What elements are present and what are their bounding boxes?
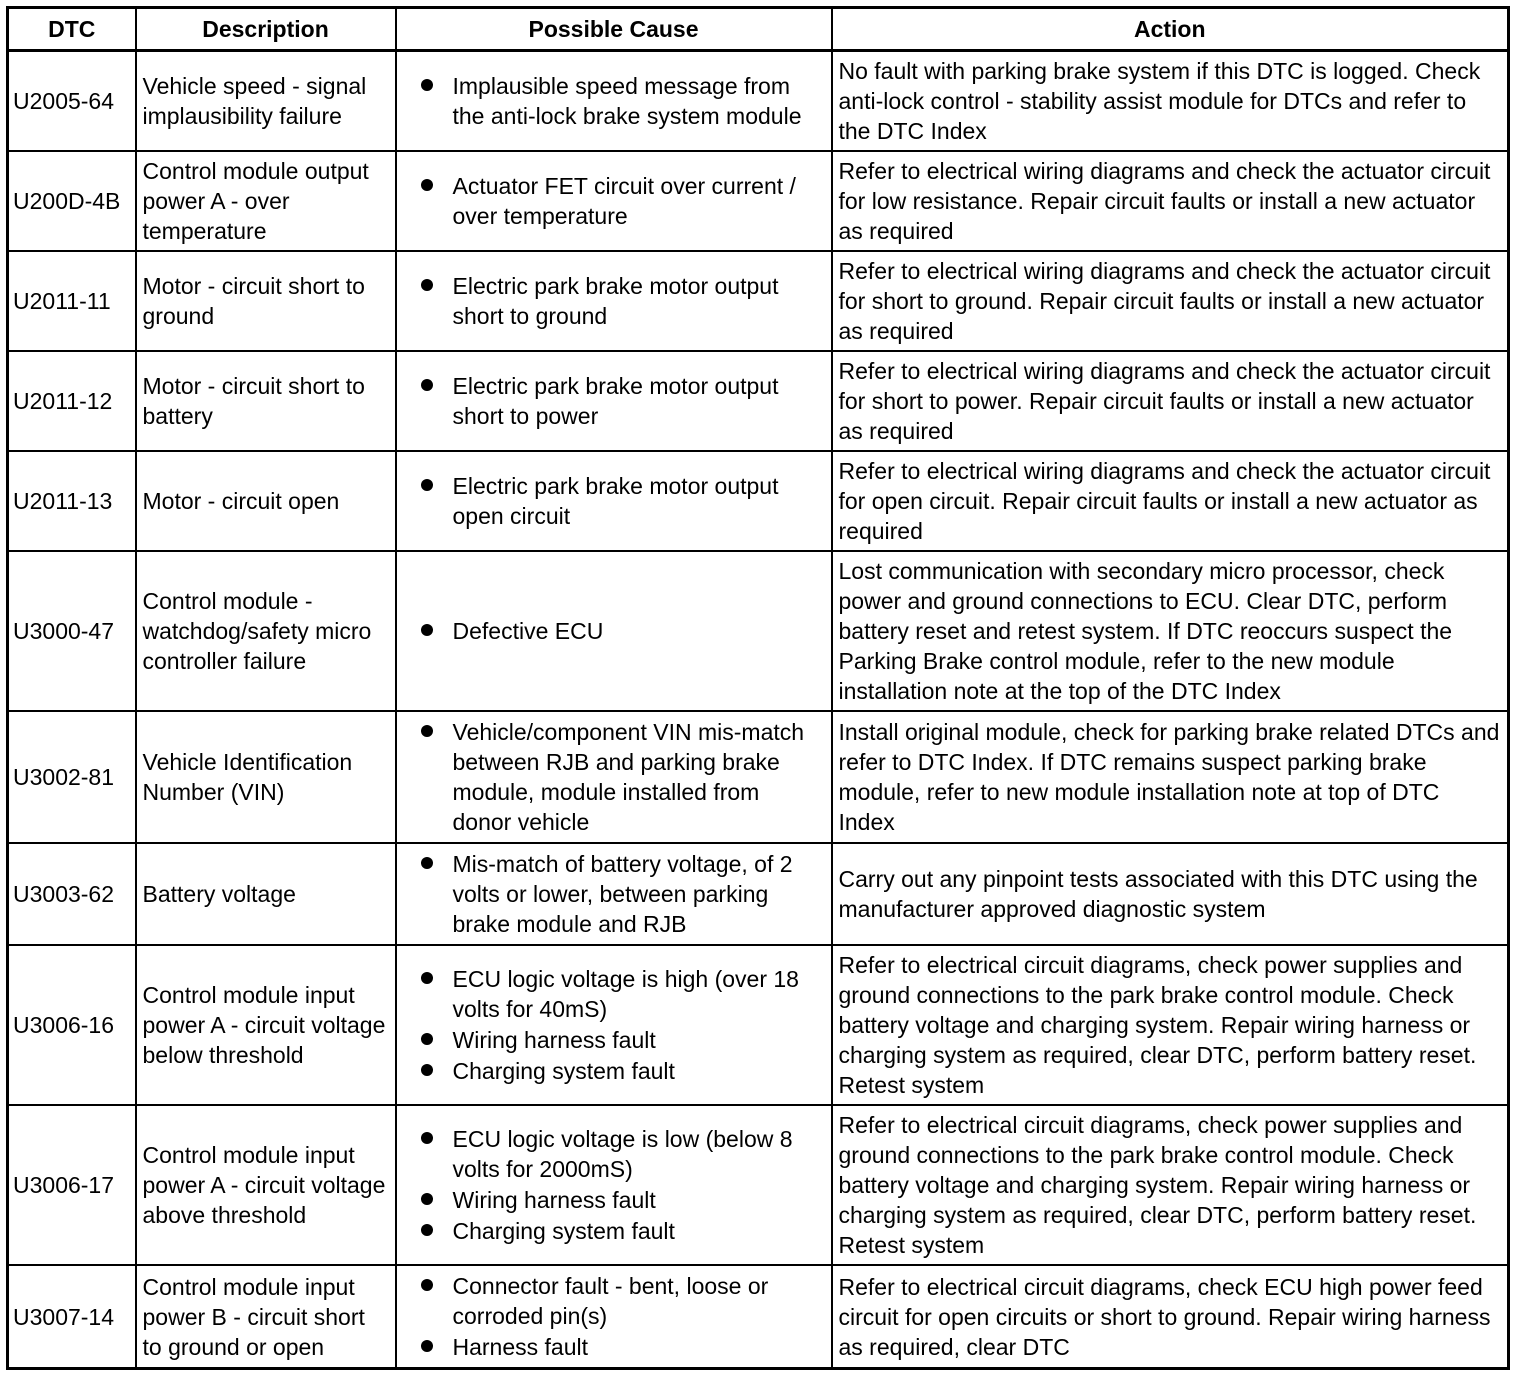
cause-list-item xyxy=(403,1185,825,1215)
description-cell: Control module input power B - circuit short to ground or open xyxy=(136,1265,396,1369)
bullet-icon xyxy=(421,1340,433,1352)
description-cell: Vehicle Identification Number (VIN) xyxy=(136,711,396,843)
table-row xyxy=(8,251,1509,351)
dtc-code-cell: U2005-64 xyxy=(8,51,136,152)
cause-text: Implausible speed message from the anti-lock brake system module xyxy=(452,73,802,129)
dtc-code-cell: U3002-81 xyxy=(8,711,136,843)
cause-list xyxy=(403,616,825,646)
header-description: Description xyxy=(136,8,396,51)
cause-list-item xyxy=(403,471,825,531)
possible-cause-cell xyxy=(396,251,832,351)
description-cell: Motor - circuit short to battery xyxy=(136,351,396,451)
cause-text: Harness fault xyxy=(452,1334,589,1360)
cause-text: Wiring harness fault xyxy=(452,1187,656,1213)
table-row xyxy=(8,451,1509,551)
table-row xyxy=(8,51,1509,152)
cause-text: Charging system fault xyxy=(452,1058,675,1084)
cause-text: Electric park brake motor output short to ground xyxy=(452,273,779,329)
action-cell: Install original module, check for parking brake related DTCs and refer to DTC Index. If DTC remains suspect parking brake module, refer to new module installation note at top of DTC Index xyxy=(832,711,1509,843)
action-cell: Refer to electrical wiring diagrams and check the actuator circuit for short to ground. Repair circuit faults or install a new actuator as required xyxy=(832,251,1509,351)
action-cell: No fault with parking brake system if this DTC is logged. Check anti-lock control - stability assist module for DTCs and refer to the DTC Index xyxy=(832,51,1509,152)
dtc-code-cell: U3003-62 xyxy=(8,843,136,945)
action-cell: Refer to electrical circuit diagrams, check power supplies and ground connections to the park brake control module. Check battery voltage and charging system. Repair wiring harness or charging system as required, clear DTC, perform battery reset. Retest system xyxy=(832,1105,1509,1265)
possible-cause-cell xyxy=(396,843,832,945)
description-cell: Motor - circuit open xyxy=(136,451,396,551)
bullet-icon xyxy=(421,1033,433,1045)
description-cell: Control module input power A - circuit voltage below threshold xyxy=(136,945,396,1105)
bullet-icon xyxy=(421,79,433,91)
bullet-icon xyxy=(421,1224,433,1236)
cause-list xyxy=(403,471,825,531)
cause-list-item xyxy=(403,71,825,131)
possible-cause-cell xyxy=(396,351,832,451)
possible-cause-cell xyxy=(396,1105,832,1265)
dtc-code-cell: U3006-17 xyxy=(8,1105,136,1265)
action-cell: Carry out any pinpoint tests associated with this DTC using the manufacturer approved diagnostic system xyxy=(832,843,1509,945)
header-possible-cause: Possible Cause xyxy=(396,8,832,51)
cause-text: Wiring harness fault xyxy=(452,1027,656,1053)
cause-list-item xyxy=(403,616,825,646)
description-cell: Control module input power A - circuit voltage above threshold xyxy=(136,1105,396,1265)
cause-text: Connector fault - bent, loose or corroded pin(s) xyxy=(452,1273,769,1329)
cause-text: Defective ECU xyxy=(452,618,604,644)
table-row xyxy=(8,945,1509,1105)
bullet-icon xyxy=(421,179,433,191)
table-body xyxy=(8,51,1509,1369)
cause-text: Charging system fault xyxy=(452,1218,675,1244)
cause-list xyxy=(403,371,825,431)
bullet-icon xyxy=(421,479,433,491)
cause-list xyxy=(403,964,825,1086)
action-cell: Refer to electrical wiring diagrams and check the actuator circuit for low resistance. Repair circuit faults or install a new actuator as required xyxy=(832,151,1509,251)
table-row xyxy=(8,151,1509,251)
cause-text: ECU logic voltage is high (over 18 volts for 40mS) xyxy=(452,966,799,1022)
bullet-icon xyxy=(421,624,433,636)
cause-list-item xyxy=(403,1216,825,1246)
cause-list xyxy=(403,717,825,837)
bullet-icon xyxy=(421,279,433,291)
cause-list-item xyxy=(403,849,825,939)
cause-list-item xyxy=(403,1056,825,1086)
dtc-code-cell: U2011-13 xyxy=(8,451,136,551)
possible-cause-cell xyxy=(396,451,832,551)
cause-list xyxy=(403,271,825,331)
cause-list-item xyxy=(403,171,825,231)
cause-list xyxy=(403,1271,825,1362)
possible-cause-cell xyxy=(396,945,832,1105)
cause-list-item xyxy=(403,1025,825,1055)
dtc-table xyxy=(6,6,1510,1370)
cause-list-item xyxy=(403,1332,825,1362)
cause-list xyxy=(403,849,825,939)
table-row xyxy=(8,1105,1509,1265)
header-dtc: DTC xyxy=(8,8,136,51)
cause-list-item xyxy=(403,1271,825,1331)
description-cell: Control module output power A - over temperature xyxy=(136,151,396,251)
possible-cause-cell xyxy=(396,51,832,152)
cause-list-item xyxy=(403,964,825,1024)
table-row xyxy=(8,711,1509,843)
dtc-code-cell: U2011-11 xyxy=(8,251,136,351)
cause-list xyxy=(403,171,825,231)
table-row xyxy=(8,843,1509,945)
cause-text: ECU logic voltage is low (below 8 volts for 2000mS) xyxy=(452,1126,793,1182)
action-cell: Refer to electrical wiring diagrams and check the actuator circuit for short to power. Repair circuit faults or install a new actuator as required xyxy=(832,351,1509,451)
dtc-code-cell: U3000-47 xyxy=(8,551,136,711)
bullet-icon xyxy=(421,1132,433,1144)
possible-cause-cell xyxy=(396,1265,832,1369)
possible-cause-cell xyxy=(396,151,832,251)
action-cell: Lost communication with secondary micro processor, check power and ground connections to ECU. Clear DTC, perform battery reset and retest system. If DTC reoccurs suspect the Parking Brake control module, refer to the new module installation note at the top of the DTC Index xyxy=(832,551,1509,711)
table-row xyxy=(8,551,1509,711)
possible-cause-cell xyxy=(396,711,832,843)
table-row xyxy=(8,1265,1509,1369)
cause-text: Actuator FET circuit over current / over temperature xyxy=(452,173,796,229)
bullet-icon xyxy=(421,857,433,869)
bullet-icon xyxy=(421,972,433,984)
dtc-table-container xyxy=(6,6,1507,1370)
header-row xyxy=(8,8,1509,51)
header-action: Action xyxy=(832,8,1509,51)
cause-list-item xyxy=(403,371,825,431)
action-cell: Refer to electrical circuit diagrams, check ECU high power feed circuit for open circuits or short to ground. Repair wiring harness as required, clear DTC xyxy=(832,1265,1509,1369)
cause-list-item xyxy=(403,1124,825,1184)
bullet-icon xyxy=(421,1064,433,1076)
bullet-icon xyxy=(421,379,433,391)
cause-text: Electric park brake motor output short to power xyxy=(452,373,779,429)
action-cell: Refer to electrical circuit diagrams, check power supplies and ground connections to the park brake control module. Check battery voltage and charging system. Repair wiring harness or charging system as required, clear DTC, perform battery reset. Retest system xyxy=(832,945,1509,1105)
dtc-code-cell: U2011-12 xyxy=(8,351,136,451)
cause-list xyxy=(403,71,825,131)
cause-list-item xyxy=(403,271,825,331)
dtc-code-cell: U3007-14 xyxy=(8,1265,136,1369)
description-cell: Control module - watchdog/safety micro controller failure xyxy=(136,551,396,711)
cause-text: Mis-match of battery voltage, of 2 volts or lower, between parking brake module and RJB xyxy=(452,851,793,937)
cause-list-item xyxy=(403,717,825,837)
table-row xyxy=(8,351,1509,451)
possible-cause-cell xyxy=(396,551,832,711)
description-cell: Motor - circuit short to ground xyxy=(136,251,396,351)
bullet-icon xyxy=(421,1193,433,1205)
bullet-icon xyxy=(421,1279,433,1291)
bullet-icon xyxy=(421,725,433,737)
action-cell: Refer to electrical wiring diagrams and check the actuator circuit for open circuit. Repair circuit faults or install a new actuator as required xyxy=(832,451,1509,551)
dtc-code-cell: U200D-4B xyxy=(8,151,136,251)
description-cell: Vehicle speed - signal implausibility failure xyxy=(136,51,396,152)
description-cell: Battery voltage xyxy=(136,843,396,945)
cause-text: Electric park brake motor output open circuit xyxy=(452,473,779,529)
cause-list xyxy=(403,1124,825,1246)
dtc-code-cell: U3006-16 xyxy=(8,945,136,1105)
cause-text: Vehicle/component VIN mis-match between RJB and parking brake module, module installed from donor vehicle xyxy=(452,719,805,835)
